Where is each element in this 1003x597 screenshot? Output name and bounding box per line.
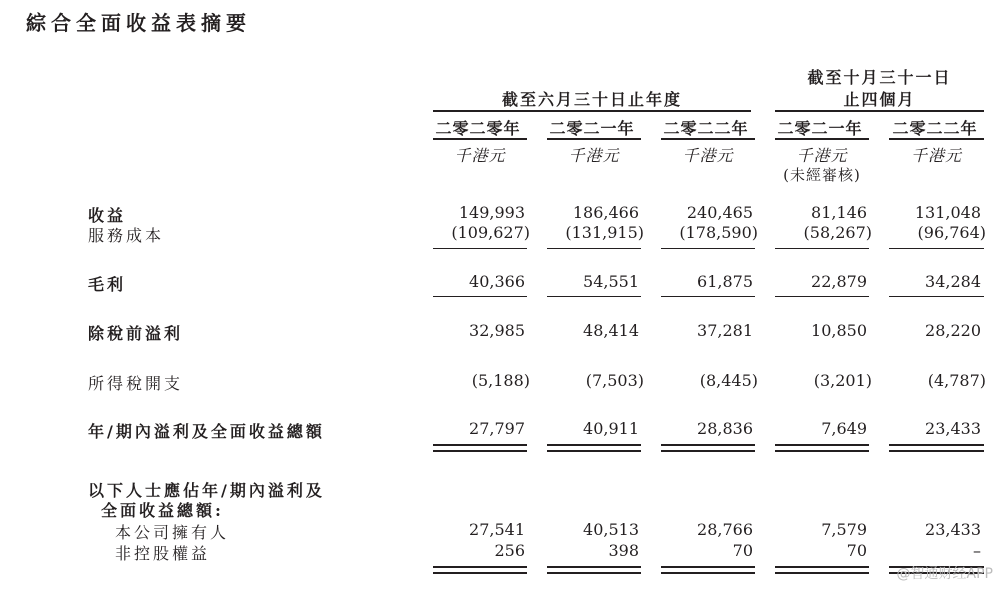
revenue-label: 收益 bbox=[88, 206, 127, 225]
rule-gross-5 bbox=[889, 296, 984, 297]
group-underline-years bbox=[433, 110, 751, 112]
year-underline-4 bbox=[775, 138, 869, 140]
year-header-3: 二零二二年 bbox=[663, 119, 749, 138]
double-rule-total-3 bbox=[661, 444, 755, 452]
group-header-period-line1: 截至十月三十一日 bbox=[807, 68, 952, 87]
unit-label-2: 千港元 bbox=[568, 146, 620, 165]
watermark: @智通财经APP bbox=[896, 566, 993, 582]
owners-4m-2021: 7,579 bbox=[821, 520, 867, 539]
gross-2021: 54,551 bbox=[583, 272, 639, 291]
year-underline-5 bbox=[889, 138, 984, 140]
double-rule-attr-4 bbox=[775, 566, 869, 574]
attributable-heading: 以下人士應佔年/期內溢利及 bbox=[88, 481, 325, 500]
group-header-period-line2: 止四個月 bbox=[843, 90, 916, 109]
gross-2022: 61,875 bbox=[697, 272, 753, 291]
unaudited-note: (未經審核) bbox=[783, 166, 861, 184]
total-2022: 28,836 bbox=[697, 419, 753, 438]
revenue-4m-2022: 131,048 bbox=[914, 203, 981, 222]
rule-gross-3 bbox=[661, 296, 755, 297]
double-rule-total-4 bbox=[775, 444, 869, 452]
total-2020: 27,797 bbox=[469, 419, 525, 438]
owners-2020: 27,541 bbox=[469, 520, 525, 539]
cost-2020: (109,627) bbox=[451, 223, 530, 242]
cost-2021: (131,915) bbox=[565, 223, 644, 242]
rule-subtotal-5 bbox=[889, 248, 984, 249]
total-comprehensive-income-label: 年/期內溢利及全面收益總額 bbox=[88, 422, 325, 441]
owners-2021: 40,513 bbox=[583, 520, 639, 539]
group-underline-period bbox=[775, 110, 984, 112]
gross-4m-2022: 34,284 bbox=[925, 272, 981, 291]
cost-2022: (178,590) bbox=[679, 223, 758, 242]
tax-2022: (8,445) bbox=[699, 371, 758, 390]
year-underline-1 bbox=[433, 138, 527, 140]
unit-label-4: 千港元 bbox=[796, 146, 848, 165]
unit-label-1: 千港元 bbox=[454, 146, 506, 165]
pbt-4m-2022: 28,220 bbox=[925, 321, 981, 340]
cost-4m-2022: (96,764) bbox=[917, 223, 986, 242]
pbt-4m-2021: 10,850 bbox=[811, 321, 867, 340]
double-rule-attr-1 bbox=[433, 566, 527, 574]
pbt-2020: 32,985 bbox=[469, 321, 525, 340]
revenue-2021: 186,466 bbox=[572, 203, 639, 222]
total-4m-2021: 7,649 bbox=[821, 419, 867, 438]
nci-label: 非控股權益 bbox=[115, 544, 211, 563]
tax-4m-2021: (3,201) bbox=[813, 371, 872, 390]
year-header-5: 二零二二年 bbox=[892, 119, 978, 138]
nci-4m-2021: 70 bbox=[846, 541, 867, 560]
nci-4m-2022: – bbox=[973, 541, 981, 560]
unit-label-3: 千港元 bbox=[682, 146, 734, 165]
rule-subtotal-2 bbox=[547, 248, 641, 249]
total-4m-2022: 23,433 bbox=[925, 419, 981, 438]
profit-before-tax-label: 除稅前溢利 bbox=[88, 324, 184, 343]
gross-profit-label: 毛利 bbox=[88, 275, 127, 294]
double-rule-attr-3 bbox=[661, 566, 755, 574]
owners-4m-2022: 23,433 bbox=[925, 520, 981, 539]
nci-2022: 70 bbox=[732, 541, 753, 560]
year-header-1: 二零二零年 bbox=[435, 119, 521, 138]
gross-2020: 40,366 bbox=[469, 272, 525, 291]
gross-4m-2021: 22,879 bbox=[811, 272, 867, 291]
owners-label: 本公司擁有人 bbox=[115, 523, 230, 542]
attributable-heading-line2: 全面收益總額: bbox=[101, 501, 224, 520]
double-rule-total-5 bbox=[889, 444, 984, 452]
rule-subtotal-1 bbox=[433, 248, 527, 249]
rule-subtotal-3 bbox=[661, 248, 755, 249]
cost-4m-2021: (58,267) bbox=[803, 223, 872, 242]
group-header-years: 截至六月三十日止年度 bbox=[501, 90, 682, 109]
nci-2020: 256 bbox=[494, 541, 525, 560]
cost-of-services-label: 服務成本 bbox=[88, 226, 165, 245]
tax-4m-2022: (4,787) bbox=[927, 371, 986, 390]
double-rule-attr-2 bbox=[547, 566, 641, 574]
pbt-2021: 48,414 bbox=[583, 321, 639, 340]
page-title: 綜合全面收益表摘要 bbox=[26, 11, 251, 35]
rule-gross-1 bbox=[433, 296, 527, 297]
revenue-4m-2021: 81,146 bbox=[811, 203, 867, 222]
revenue-2020: 149,993 bbox=[458, 203, 525, 222]
double-rule-total-2 bbox=[547, 444, 641, 452]
tax-2021: (7,503) bbox=[585, 371, 644, 390]
year-header-4: 二零二一年 bbox=[777, 119, 863, 138]
year-header-2: 二零二一年 bbox=[549, 119, 635, 138]
revenue-2022: 240,465 bbox=[686, 203, 753, 222]
nci-2021: 398 bbox=[608, 541, 639, 560]
year-underline-3 bbox=[661, 138, 755, 140]
pbt-2022: 37,281 bbox=[697, 321, 753, 340]
rule-subtotal-4 bbox=[775, 248, 869, 249]
income-tax-label: 所得稅開支 bbox=[88, 374, 184, 393]
total-2021: 40,911 bbox=[583, 419, 639, 438]
double-rule-total-1 bbox=[433, 444, 527, 452]
rule-gross-4 bbox=[775, 296, 869, 297]
unit-label-5: 千港元 bbox=[910, 146, 962, 165]
rule-gross-2 bbox=[547, 296, 641, 297]
tax-2020: (5,188) bbox=[471, 371, 530, 390]
year-underline-2 bbox=[547, 138, 641, 140]
owners-2022: 28,766 bbox=[697, 520, 753, 539]
